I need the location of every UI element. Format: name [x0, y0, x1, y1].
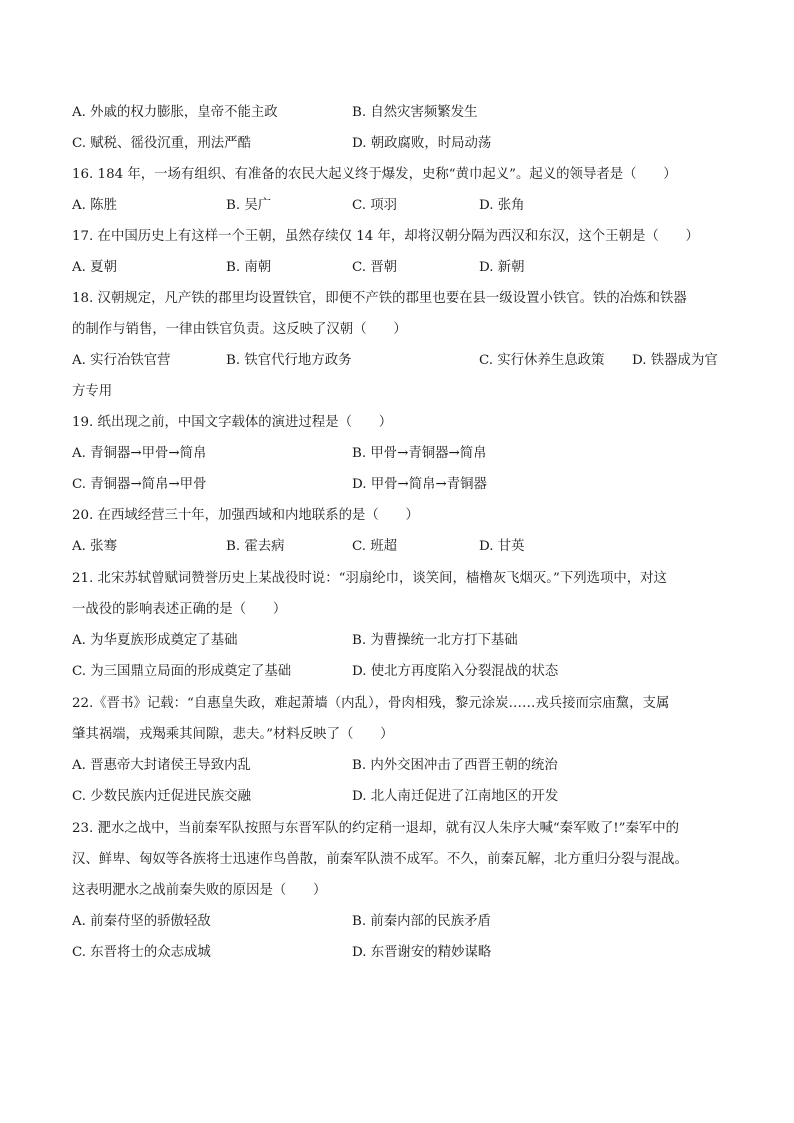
- q15-options-row-2: [72, 133, 722, 155]
- q17-option-d[interactable]: D. 新朝: [479, 260, 525, 275]
- q15-option-d[interactable]: D. 朝政腐败，时局动荡: [352, 136, 492, 151]
- q19-stem: 19. 纸出现之前，中国文字载体的演进过程是（ ）: [72, 415, 393, 430]
- q15-option-b[interactable]: B. 自然灾害频繁发生: [352, 105, 478, 120]
- q22-option-d[interactable]: D. 北人南迁促进了江南地区的开发: [352, 789, 559, 804]
- q19-options-row-2: [72, 474, 722, 496]
- q21-options-row-1: [72, 630, 722, 652]
- q18-option-a[interactable]: A. 实行冶铁官营: [72, 353, 171, 368]
- q18-stem-line-1: 18. 汉朝规定，凡产铁的郡里均设置铁官，即便不产铁的郡里也要在县一级设置小铁官。铁的冶炼和铁器: [72, 291, 687, 306]
- q21-option-d[interactable]: D. 使北方再度陷入分裂混战的状态: [352, 664, 559, 679]
- q21-options-row-2: [72, 661, 722, 683]
- q18-stem-line-2: 的制作与销售，一律由铁官负责。这反映了汉朝（ ）: [72, 322, 407, 337]
- q20-option-a[interactable]: A. 张骞: [72, 539, 117, 554]
- q17-stem: 17. 在中国历史上有这样一个王朝，虽然存续仅 14 年，却将汉朝分隔为西汉和东汉，这个王朝是（ ）: [72, 229, 699, 244]
- q22-option-a[interactable]: A. 晋惠帝大封诸侯王导致内乱: [72, 758, 251, 773]
- q17-option-c[interactable]: C. 晋朝: [352, 260, 398, 275]
- q20-option-b[interactable]: B. 霍去病: [226, 539, 285, 554]
- q18-option-c[interactable]: C. 实行休养生息政策: [479, 353, 605, 368]
- q23-options-row-2: [72, 942, 722, 964]
- q23-options-row-1: [72, 911, 722, 933]
- q23-option-d[interactable]: D. 东晋谢安的精妙谋略: [352, 945, 492, 960]
- q22-options-row-2: [72, 786, 722, 808]
- q15-option-a[interactable]: A. 外戚的权力膨胀，皇帝不能主政: [72, 105, 278, 120]
- q16-option-a[interactable]: A. 陈胜: [72, 198, 117, 213]
- q23-option-a[interactable]: A. 前秦苻坚的骄傲轻敌: [72, 914, 211, 929]
- q23-stem-line-2: 汉、鲜卑、匈奴等各族将士迅速作鸟兽散，前秦军队溃不成军。不久，前秦瓦解，北方重归分裂与混战。: [72, 852, 688, 867]
- q18-options: [72, 350, 722, 372]
- q21-stem-line-2: 一战役的影响表述正确的是（ ）: [72, 602, 287, 617]
- q18-option-d[interactable]: D. 铁器成为官: [632, 353, 718, 368]
- q17-option-a[interactable]: A. 夏朝: [72, 260, 117, 275]
- q22-option-b[interactable]: B. 内外交困冲击了西晋王朝的统治: [352, 758, 558, 773]
- q23-option-b[interactable]: B. 前秦内部的民族矛盾: [352, 914, 491, 929]
- q23-option-c[interactable]: C. 东晋将士的众志成城: [72, 945, 211, 960]
- q20-stem: 20. 在西域经营三十年，加强西域和内地联系的是（ ）: [72, 508, 419, 523]
- q21-stem-line-1: 21. 北宋苏轼曾赋词赞誉历史上某战役时说：“羽扇纶巾，谈笑间，樯橹灰飞烟灭。”下列选项中，对这: [72, 571, 667, 586]
- q23-stem-line-1: 23. 淝水之战中，当前秦军队按照与东晋军队的约定稍一退却，就有汉人朱序大喊“秦军败了!”秦军中的: [72, 821, 680, 836]
- q20-option-d[interactable]: D. 甘英: [479, 539, 525, 554]
- q23-stem-line-3: 这表明淝水之战前秦失败的原因是（ ）: [72, 883, 327, 898]
- q15-options-row-1: [72, 102, 722, 124]
- q19-option-a[interactable]: A. 青铜器→甲骨→简帛: [72, 446, 207, 461]
- q16-stem: 16. 184 年，一场有组织、有准备的农民大起义终于爆发，史称“黄巾起义”。起义的领导者是（ ）: [72, 167, 677, 182]
- q17-option-b[interactable]: B. 南朝: [226, 260, 272, 275]
- q19-option-b[interactable]: B. 甲骨→青铜器→简帛: [352, 446, 487, 461]
- q16-option-b[interactable]: B. 吴广: [226, 198, 272, 213]
- q22-options-row-1: [72, 755, 722, 777]
- q21-option-b[interactable]: B. 为曹操统一北方打下基础: [352, 633, 518, 648]
- q19-option-d[interactable]: D. 甲骨→简帛→青铜器: [352, 477, 487, 492]
- q22-option-c[interactable]: C. 少数民族内迁促进民族交融: [72, 789, 251, 804]
- q22-stem-line-1: 22.《晋书》记载：“自惠皇失政，难起萧墙（内乱），骨肉相残，黎元涂炭……戎兵接而宗庙黧，支属: [72, 696, 670, 711]
- q21-option-c[interactable]: C. 为三国鼎立局面的形成奠定了基础: [72, 664, 292, 679]
- q17-options: [72, 257, 722, 279]
- q16-options: [72, 195, 722, 217]
- q18-option-b[interactable]: B. 铁官代行地方政务: [226, 353, 352, 368]
- q16-option-d[interactable]: D. 张角: [479, 198, 525, 213]
- q16-option-c[interactable]: C. 项羽: [352, 198, 398, 213]
- q22-stem-line-2: 肇其祸端，戎羯乘其间隙，悲夫。”材料反映了（ ）: [72, 727, 394, 742]
- q20-option-c[interactable]: C. 班超: [352, 539, 398, 554]
- q21-option-a[interactable]: A. 为华夏族形成奠定了基础: [72, 633, 238, 648]
- q19-option-c[interactable]: C. 青铜器→简帛→甲骨: [72, 477, 207, 492]
- q19-options-row-1: [72, 443, 722, 465]
- q18-option-d-continued: 方专用: [72, 384, 113, 399]
- q20-options: [72, 536, 722, 558]
- q15-option-c[interactable]: C. 赋税、徭役沉重，刑法严酷: [72, 136, 251, 151]
